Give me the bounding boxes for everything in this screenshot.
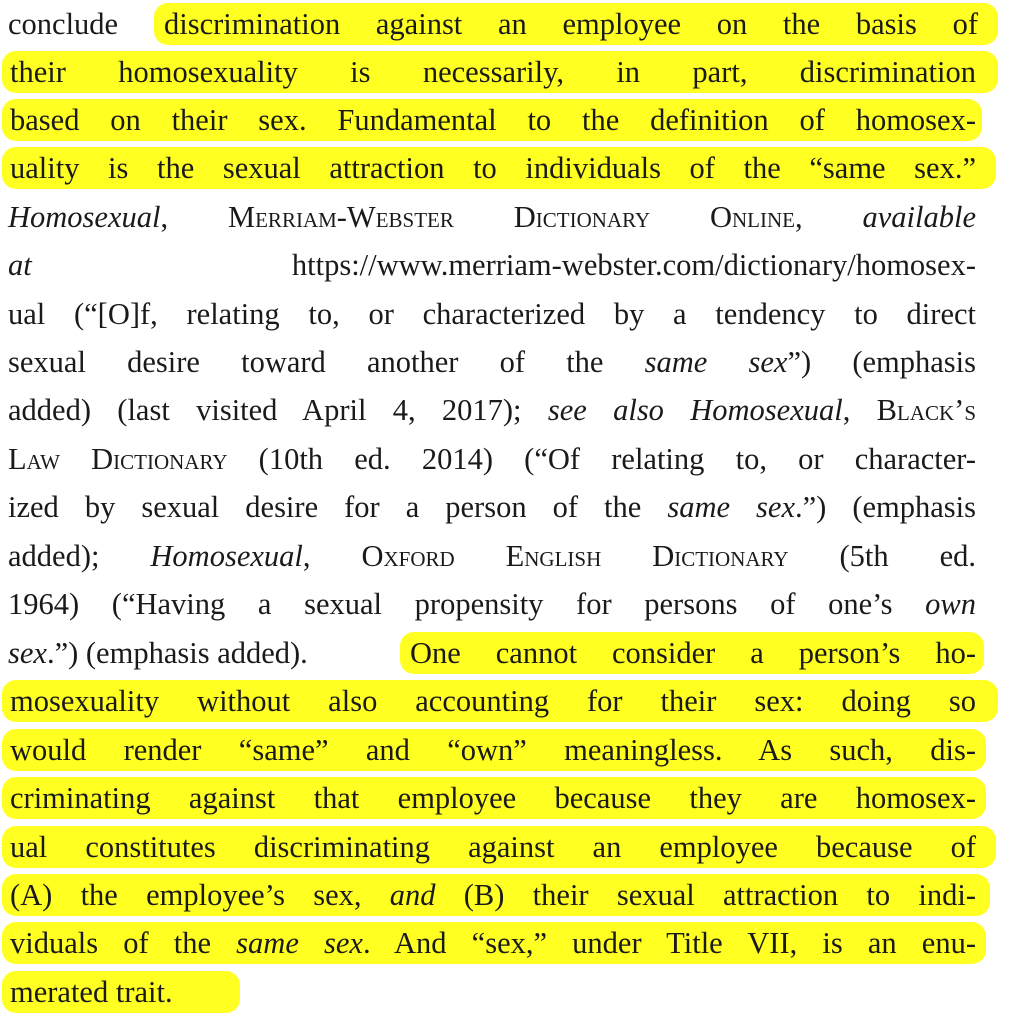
highlighted-text: uality is the sexual attraction to individuals of the “same sex.”	[10, 151, 976, 185]
text-line	[0, 580, 1009, 628]
citation-text: ized by sexual desire for a person of the same sex.”) (emphasis	[8, 490, 976, 524]
text-line	[0, 241, 1009, 289]
text-line	[0, 968, 1009, 1016]
citation-text: at https://www.merriam-webster.com/dictionary/homosex-	[8, 248, 976, 282]
text-line	[0, 726, 1009, 774]
citation-text: Homosexual, Merriam-Webster Dictionary Online, available	[8, 200, 977, 234]
text-line	[0, 435, 1009, 483]
text-segment: conclude	[8, 7, 119, 41]
text-line	[0, 483, 1009, 531]
citation-text: added); Homosexual, Oxford English Dictionary (5th ed.	[8, 539, 976, 573]
highlighted-text: (A) the employee’s sex, and (B) their sexual attraction to indi-	[10, 878, 976, 912]
text-line	[0, 48, 1009, 96]
citation-text: Law Dictionary (10th ed. 2014) (“Of relating to, or character-	[8, 442, 976, 476]
highlighted-text: viduals of the same sex. And “sex,” under Title VII, is an enu-	[10, 926, 976, 960]
text-line	[0, 144, 1009, 192]
highlighted-text: discrimination against an employee on the basis of	[164, 7, 978, 41]
citation-text: added) (last visited April 4, 2017); see also Homosexual, Black’s	[8, 393, 977, 427]
text-line	[0, 338, 1009, 386]
highlighted-text: ual constitutes discriminating against an employee because of	[10, 830, 976, 864]
text-line	[0, 677, 1009, 725]
text-line	[0, 532, 1009, 580]
citation-text: 1964) (“Having a sexual propensity for persons of one’s own	[8, 587, 976, 621]
highlighted-text: One cannot consider a person’s ho-	[410, 636, 976, 670]
text-line	[0, 193, 1009, 241]
highlighted-text: based on their sex. Fundamental to the definition of homosex-	[10, 103, 976, 137]
text-line	[0, 774, 1009, 822]
highlighted-text: criminating against that employee because they are homosex-	[10, 781, 976, 815]
citation-text: ual (“[O]f, relating to, or characterized by a tendency to direct	[8, 297, 976, 331]
text-line	[0, 823, 1009, 871]
citation-text: sexual desire toward another of the same sex”) (emphasis	[8, 345, 976, 379]
highlighted-text: merated trait.	[10, 975, 173, 1009]
text-line	[0, 96, 1009, 144]
text-line	[0, 290, 1009, 338]
text-line	[0, 871, 1009, 919]
text-line	[0, 386, 1009, 434]
text-line	[0, 0, 1009, 48]
highlighted-text: would render “same” and “own” meaningless. As such, dis-	[10, 733, 976, 767]
highlighted-text: their homosexuality is necessarily, in part, discrimination	[10, 55, 976, 89]
highlighted-text: mosexuality without also accounting for their sex: doing so	[10, 684, 976, 718]
text-line	[0, 629, 1009, 677]
text-line	[0, 919, 1009, 967]
citation-text: sex.”) (emphasis added).	[8, 636, 308, 670]
